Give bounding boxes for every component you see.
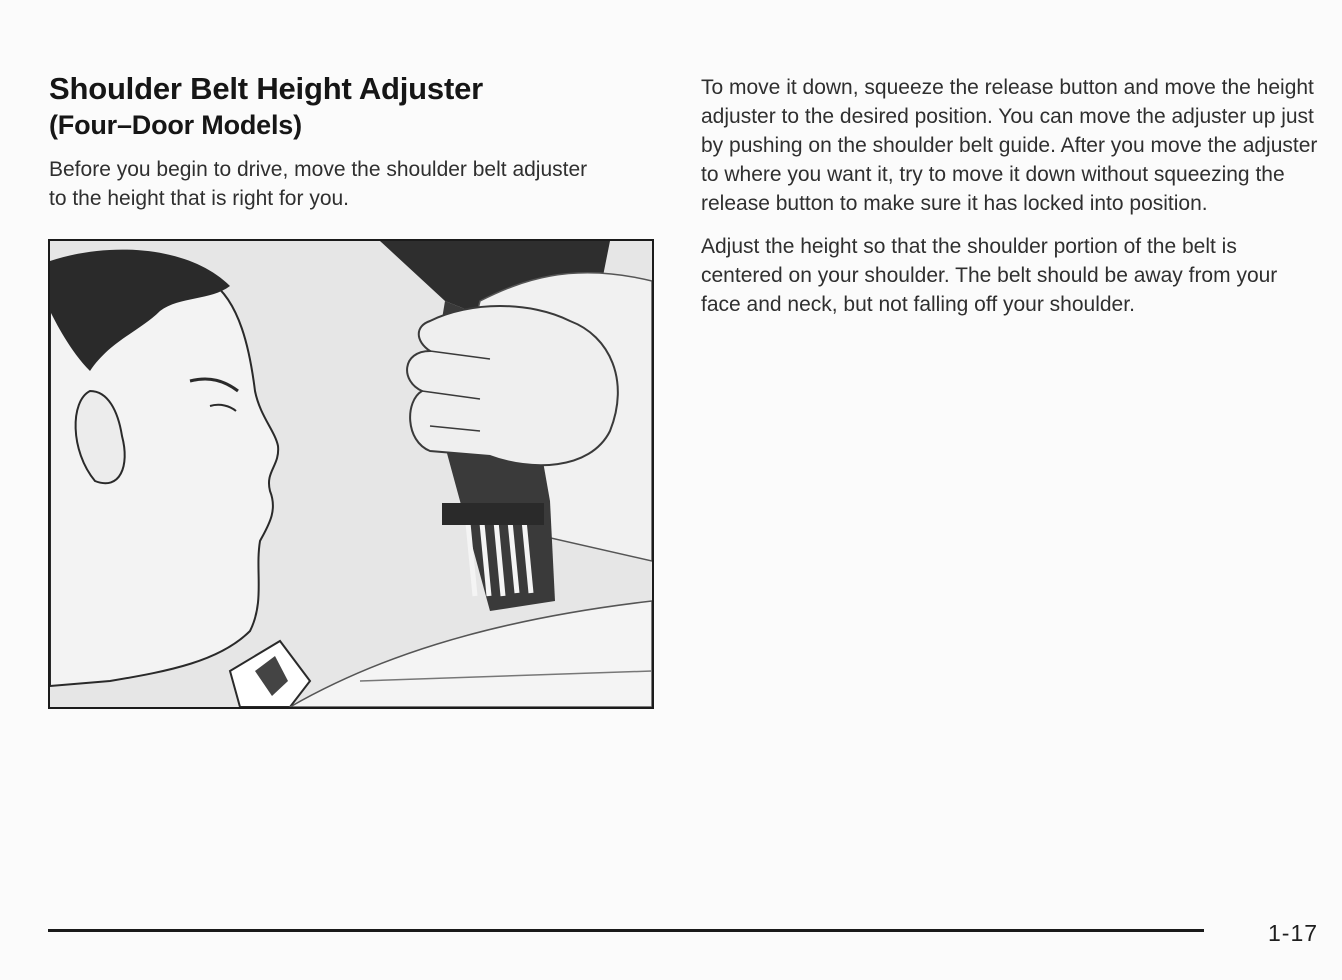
intro-paragraph: Before you begin to drive, move the shoulder belt adjuster to the height that is right for you. — [49, 158, 588, 210]
illustration-drawing — [50, 241, 652, 707]
right-column — [701, 73, 1321, 319]
footer-rule — [48, 929, 1204, 932]
section-heading — [49, 70, 659, 142]
body-paragraph-2: Adjust the height so that the shoulder portion of the belt is centered on your shoulder. The belt should be away from your face and neck, but not falling off your shoulder. — [701, 235, 1278, 316]
page-number: 1-17 — [1268, 920, 1319, 946]
belt-adjuster-illustration — [48, 239, 654, 709]
left-column — [49, 70, 659, 213]
heading-line-1: Shoulder Belt Height Adjuster — [49, 71, 483, 106]
heading-line-2: (Four–Door Models) — [49, 110, 302, 140]
body-paragraph-1: To move it down, squeeze the release button and move the height adjuster to the desired position. You can move the adjuster up just by pushing on the shoulder belt guide. After you move the adjuster to where you want it, try to move it down without squeezing the release button to make sure it has locked into position. — [701, 76, 1318, 215]
